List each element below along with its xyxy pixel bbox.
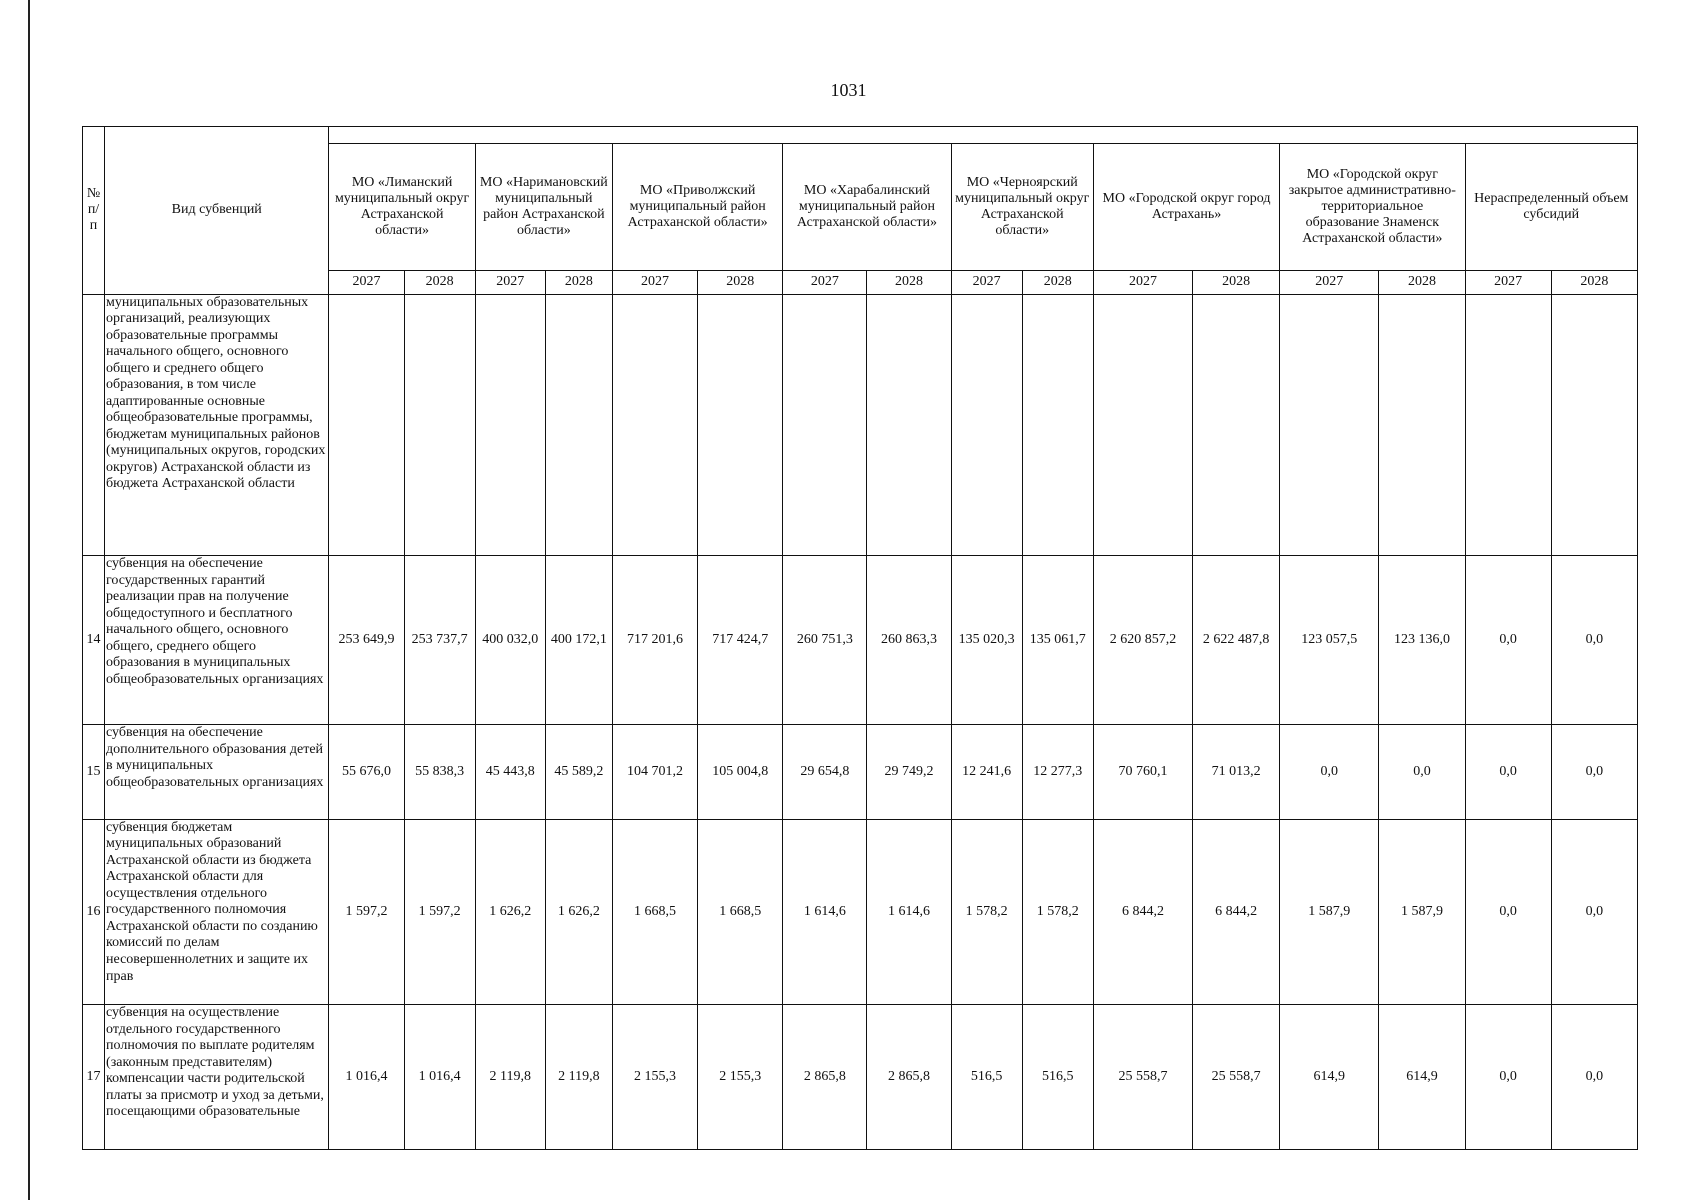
year-header: 2027 [475,270,545,294]
row-number-header: № п/п [83,127,105,295]
value-cell [783,294,867,555]
value-cell [1093,294,1192,555]
value-cell: 1 587,9 [1280,819,1379,1004]
year-header: 2027 [329,270,404,294]
year-header: 2027 [1280,270,1379,294]
header-top-strip-row [83,127,1638,144]
page-margin-line [28,0,30,1200]
value-cell [1193,294,1280,555]
value-cell: 25 558,7 [1093,1005,1192,1150]
municipality-header: МО «Наримановский муниципальный район Астраханской области» [475,144,612,270]
year-header: 2028 [404,270,475,294]
value-cell: 29 654,8 [783,725,867,820]
value-cell: 12 241,6 [951,725,1022,820]
table-row [83,1005,1638,1150]
value-cell: 1 587,9 [1379,819,1465,1004]
row-number: 17 [83,1005,105,1150]
municipality-header: МО «Лиманский муниципальный округ Астраханской области» [329,144,475,270]
subvention-description: муниципальных образовательных организаций, реализующих образовательные программы начального общего, основного общего и среднего общего образования, в том числе адаптированные основные общеобразовательные программы, бюджетам муниципальных районов (муниципальных округов, городских округов) Астраханской области из бюджета Астраханской области [105,294,329,555]
value-cell [951,294,1022,555]
value-cell: 123 136,0 [1379,556,1465,725]
value-cell: 1 578,2 [1022,819,1093,1004]
row-number: 16 [83,819,105,1004]
value-cell [404,294,475,555]
value-cell: 0,0 [1551,556,1637,725]
value-cell: 0,0 [1465,556,1551,725]
value-cell: 0,0 [1551,725,1637,820]
municipality-header: МО «Харабалинский муниципальный район Астраханской области» [783,144,951,270]
value-cell [545,294,612,555]
value-cell: 2 155,3 [612,1005,697,1150]
year-header: 2028 [545,270,612,294]
value-cell [329,294,404,555]
year-header: 2027 [951,270,1022,294]
subvention-table [82,126,1638,1150]
value-cell: 253 737,7 [404,556,475,725]
value-cell: 2 119,8 [545,1005,612,1150]
header-top-strip [329,127,1638,144]
value-cell: 253 649,9 [329,556,404,725]
year-header: 2027 [1093,270,1192,294]
municipality-header: МО «Городской округ город Астрахань» [1093,144,1279,270]
value-cell: 614,9 [1280,1005,1379,1150]
value-cell: 2 620 857,2 [1093,556,1192,725]
table-row [83,725,1638,820]
value-cell [475,294,545,555]
value-cell: 0,0 [1379,725,1465,820]
value-cell: 6 844,2 [1193,819,1280,1004]
value-cell: 516,5 [1022,1005,1093,1150]
value-cell: 614,9 [1379,1005,1465,1150]
value-cell: 25 558,7 [1193,1005,1280,1150]
value-cell: 105 004,8 [698,725,783,820]
value-cell: 1 016,4 [404,1005,475,1150]
value-cell: 1 614,6 [867,819,951,1004]
value-cell: 135 061,7 [1022,556,1093,725]
subvention-description: субвенция на обеспечение государственных гарантий реализации прав на получение общедоступного и бесплатного начального общего, основного общего, среднего общего образования в муниципальных общеобразовательных организациях [105,556,329,725]
year-header: 2028 [1379,270,1465,294]
year-header: 2027 [612,270,697,294]
row-number: 14 [83,556,105,725]
value-cell [867,294,951,555]
value-cell: 717 201,6 [612,556,697,725]
year-header: 2028 [1551,270,1637,294]
value-cell: 1 578,2 [951,819,1022,1004]
value-cell: 135 020,3 [951,556,1022,725]
value-cell: 2 622 487,8 [1193,556,1280,725]
value-cell: 2 865,8 [783,1005,867,1150]
value-cell: 516,5 [951,1005,1022,1150]
value-cell: 1 597,2 [404,819,475,1004]
value-cell [612,294,697,555]
value-cell: 1 614,6 [783,819,867,1004]
value-cell: 1 626,2 [545,819,612,1004]
value-cell: 70 760,1 [1093,725,1192,820]
row-number: 15 [83,725,105,820]
value-cell: 400 032,0 [475,556,545,725]
value-cell: 0,0 [1465,1005,1551,1150]
year-header: 2027 [783,270,867,294]
value-cell: 0,0 [1465,725,1551,820]
value-cell: 0,0 [1465,819,1551,1004]
municipality-header: МО «Черноярский муниципальный округ Астраханской области» [951,144,1093,270]
value-cell: 1 597,2 [329,819,404,1004]
value-cell: 400 172,1 [545,556,612,725]
table-row [83,556,1638,725]
value-cell: 12 277,3 [1022,725,1093,820]
value-cell: 45 443,8 [475,725,545,820]
value-cell: 2 865,8 [867,1005,951,1150]
value-cell: 1 668,5 [698,819,783,1004]
value-cell: 45 589,2 [545,725,612,820]
municipality-header: Нераспределенный объем субсидий [1465,144,1637,270]
value-cell: 0,0 [1280,725,1379,820]
year-header: 2028 [1193,270,1280,294]
row-number [83,294,105,555]
table-row [83,819,1638,1004]
value-cell: 1 626,2 [475,819,545,1004]
value-cell: 55 676,0 [329,725,404,820]
value-cell: 260 863,3 [867,556,951,725]
subvention-description: субвенция на обеспечение дополнительного образования детей в муниципальных общеобразовательных организациях [105,725,329,820]
value-cell: 2 155,3 [698,1005,783,1150]
subvention-description: субвенция на осуществление отдельного государственного полномочия по выплате родителям (законным представителям) компенсации части родительской платы за присмотр и уход за детьми, посещающими образовательные [105,1005,329,1150]
value-cell: 717 424,7 [698,556,783,725]
value-cell [1379,294,1465,555]
value-cell: 104 701,2 [612,725,697,820]
year-header: 2028 [867,270,951,294]
value-cell: 123 057,5 [1280,556,1379,725]
value-cell: 29 749,2 [867,725,951,820]
value-cell: 1 668,5 [612,819,697,1004]
value-cell: 71 013,2 [1193,725,1280,820]
municipality-header: МО «Городской округ закрытое административно-территориальное образование Знаменск Астраханской области» [1280,144,1465,270]
value-cell: 2 119,8 [475,1005,545,1150]
value-cell [698,294,783,555]
value-cell [1280,294,1379,555]
subvention-description: субвенция бюджетам муниципальных образований Астраханской области из бюджета Астраханской области для осуществления отдельного государственного полномочия Астраханской области по созданию комиссий по делам несовершеннолетних и защите их прав [105,819,329,1004]
year-header: 2028 [698,270,783,294]
table-row [83,294,1638,555]
page-number: 1031 [830,80,867,100]
value-cell: 0,0 [1551,819,1637,1004]
value-cell: 6 844,2 [1093,819,1192,1004]
municipality-header: МО «Приволжский муниципальный район Астраханской области» [612,144,782,270]
value-cell [1551,294,1637,555]
value-cell [1465,294,1551,555]
year-header: 2028 [1022,270,1093,294]
year-header: 2027 [1465,270,1551,294]
value-cell: 1 016,4 [329,1005,404,1150]
value-cell: 0,0 [1551,1005,1637,1150]
value-cell: 260 751,3 [783,556,867,725]
value-cell [1022,294,1093,555]
subvention-type-header: Вид субвенций [105,127,329,295]
value-cell: 55 838,3 [404,725,475,820]
